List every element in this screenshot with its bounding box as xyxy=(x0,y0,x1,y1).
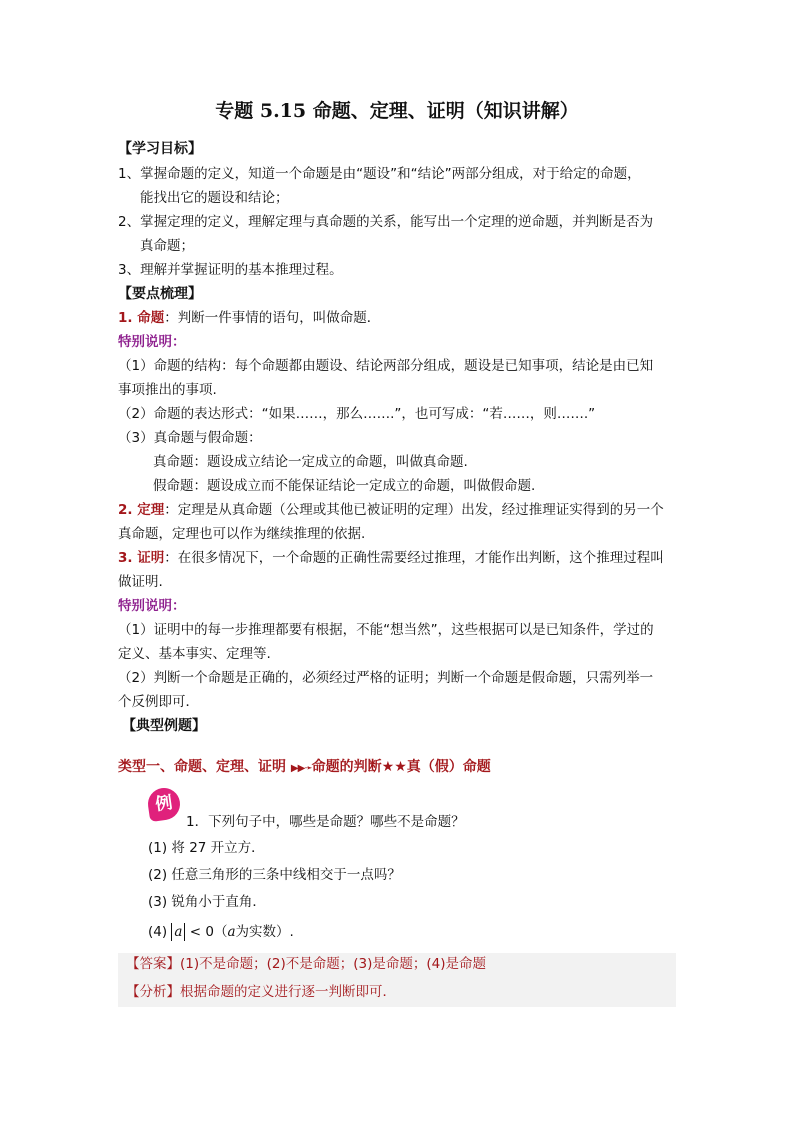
note-1-line-3: （2）命题的表达形式：“如果……，那么…….”，也可写成：“若……，则…….” xyxy=(118,406,596,422)
point-1 xyxy=(118,309,380,327)
example-item-2: (2) 任意三角形的三条中线相交于一点吗？ xyxy=(148,867,401,883)
note-1-line-2: 事项推出的事项. xyxy=(118,382,217,398)
absolute-value-a: a xyxy=(171,923,185,941)
double-arrow-icon: ▶▶➛ xyxy=(290,763,312,774)
note-2-line-3: （2）判断一个命题是正确的，必须经过严格的证明；判断一个命题是假命题，只需列举一 xyxy=(118,670,654,686)
page-title: 专题 5.15 命题、定理、证明（知识讲解） xyxy=(215,100,579,122)
point-3-label: 3. 证明 xyxy=(118,550,165,566)
example-item-4-inequality: < 0（ xyxy=(189,924,228,940)
example-item-4-suffix: 为实数）. xyxy=(235,924,294,940)
special-note-2: 特别说明： xyxy=(118,598,186,614)
point-1-label: 1. 命题 xyxy=(118,310,165,326)
special-note-1: 特别说明： xyxy=(118,334,186,350)
goal-item-2-cont: 真命题； xyxy=(140,238,194,254)
point-1-text: ：判断一件事情的语句，叫做命题． xyxy=(164,310,381,326)
false-proposition-def: 假命题：题设成立而不能保证结论一定成立的命题，叫做假命题. xyxy=(153,478,536,494)
type-title-part-1: 类型一、命题、定理、证明 xyxy=(118,759,286,775)
point-3-text: ：在很多情况下，一个命题的正确性需要经过推理，才能作出判断，这个推理过程叫 xyxy=(164,550,664,566)
point-3 xyxy=(118,549,664,567)
note-1-line-4: （3）真命题与假命题： xyxy=(118,430,262,446)
true-proposition-def: 真命题：题设成立结论一定成立的命题，叫做真命题. xyxy=(153,454,468,470)
type-title xyxy=(118,756,491,776)
point-2-label: 2. 定理 xyxy=(118,502,165,518)
example-item-1: (1) 将 27 开立方． xyxy=(148,840,265,856)
example-item-4 xyxy=(148,923,294,941)
answer-text: 【答案】(1)不是命题；(2)不是命题；(3)是命题；(4)是命题 xyxy=(126,956,486,972)
note-2-line-1: （1）证明中的每一步推理都要有根据，不能“想当然”，这些根据可以是已知条件，学过的 xyxy=(118,622,654,638)
point-2-text: ：定理是从真命题（公理或其他已被证明的定理）出发，经过推理证实得到的另一个 xyxy=(164,502,664,518)
points-heading: 【要点梳理】 xyxy=(118,286,202,302)
note-1-line-1: （1）命题的结构：每个命题都由题设、结论两部分组成，题设是已知事项，结论是由已知 xyxy=(118,358,654,374)
examples-heading: 【典型例题】 xyxy=(122,718,206,734)
example-question: 1．下列句子中，哪些是命题？哪些不是命题？ xyxy=(186,814,465,830)
goal-item-3: 3、理解并掌握证明的基本推理过程。 xyxy=(118,262,343,278)
type-title-part-2: 命题的判断★★真（假）命题 xyxy=(311,759,491,775)
goals-heading: 【学习目标】 xyxy=(118,141,202,157)
point-2 xyxy=(118,501,664,519)
point-3-cont: 做证明. xyxy=(118,574,163,590)
example-item-4-number: (4) xyxy=(148,924,168,940)
goal-item-1-cont: 能找出它的题设和结论； xyxy=(140,190,289,206)
analysis-text: 【分析】根据命题的定义进行逐一判断即可． xyxy=(126,984,396,1000)
note-2-line-2: 定义、基本事实、定理等. xyxy=(118,646,271,662)
example-badge-icon: 例 xyxy=(146,786,182,822)
example-item-3: (3) 锐角小于直角． xyxy=(148,894,266,910)
example-item-4-var: a xyxy=(227,924,236,940)
goal-item-2: 2、掌握定理的定义，理解定理与真命题的关系，能写出一个定理的逆命题，并判断是否为 xyxy=(118,214,654,230)
point-2-cont: 真命题，定理也可以作为继续推理的依据. xyxy=(118,526,366,542)
goal-item-1: 1、掌握命题的定义，知道一个命题是由“题设”和“结论”两部分组成，对于给定的命题， xyxy=(118,166,641,182)
note-2-line-4: 个反例即可． xyxy=(118,694,199,710)
